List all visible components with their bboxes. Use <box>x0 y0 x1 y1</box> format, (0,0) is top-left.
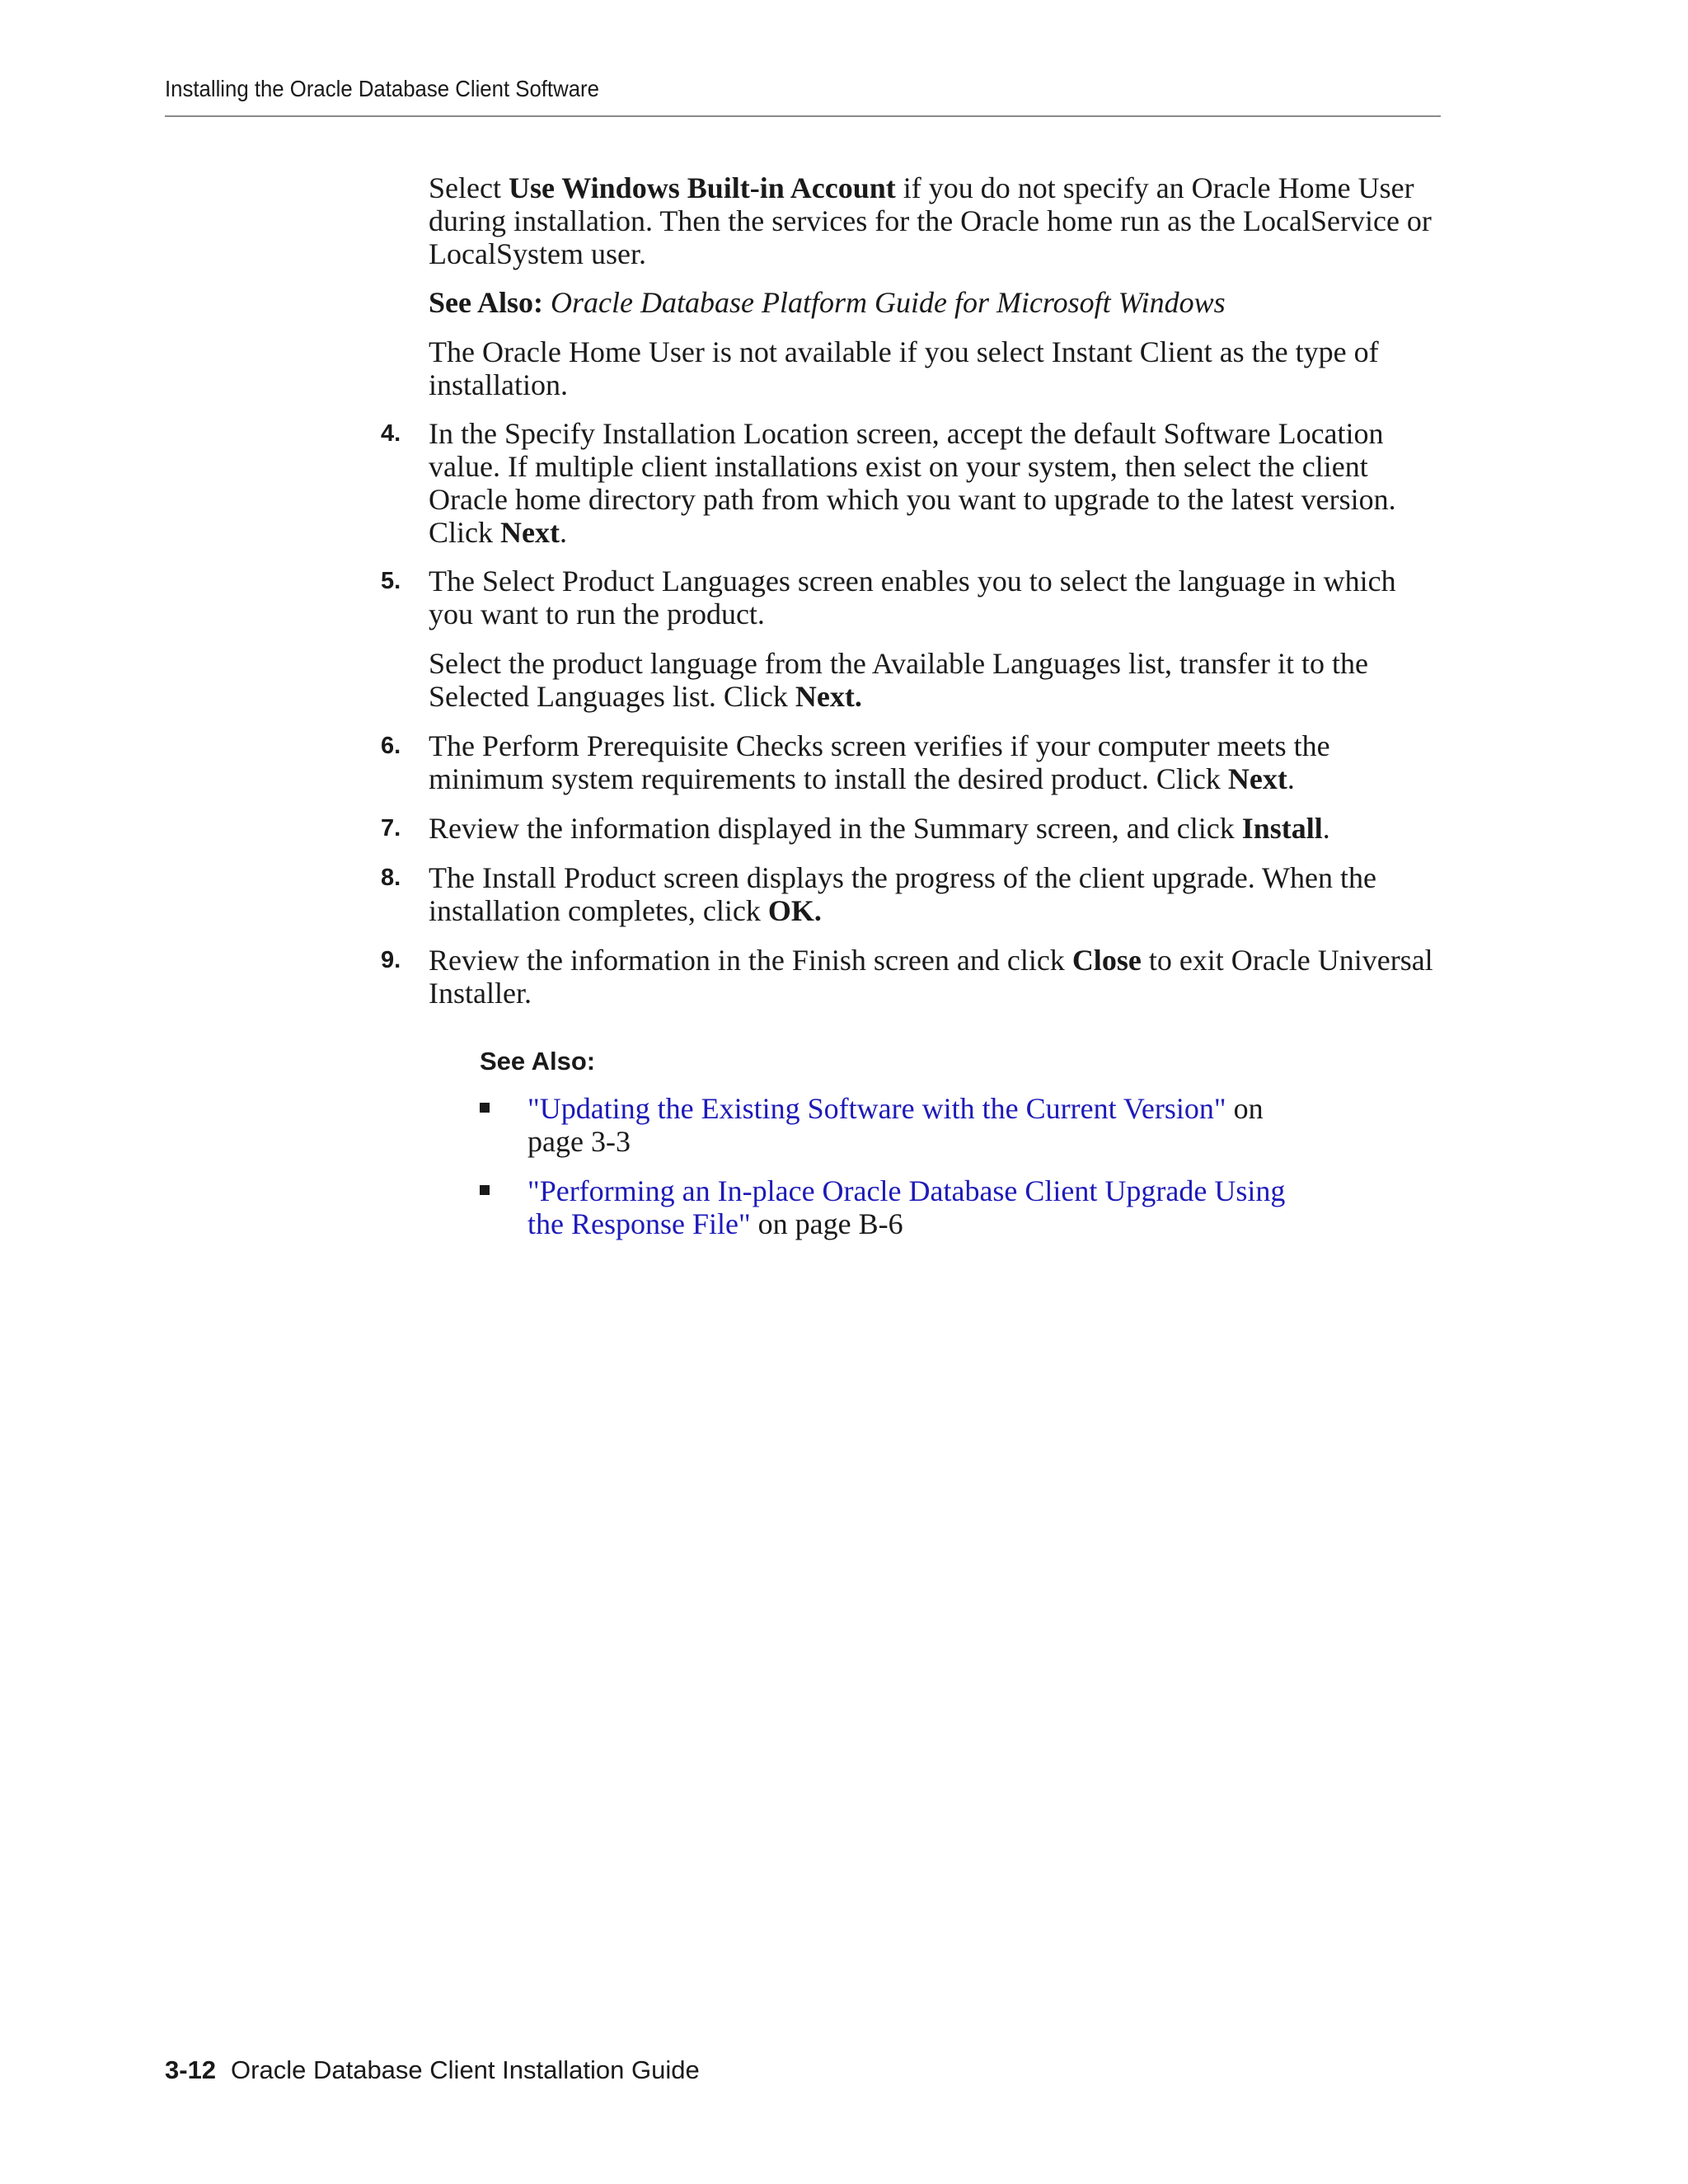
page-footer <box>165 2055 700 2085</box>
step-9-post: to exit Oracle Universal Installer. <box>429 944 1433 1010</box>
intro-see-also-label: See Also: <box>429 286 543 319</box>
step-text <box>429 729 1438 795</box>
step-8-pre: The Install Product screen displays the progress of the client upgrade. When the installation completes, click <box>429 861 1376 927</box>
intro-see-also <box>429 286 1438 319</box>
step-text: The Select Product Languages screen enables you to select the language in which you want to run the product. <box>429 565 1396 630</box>
step-4-post: . <box>559 516 567 549</box>
running-header: Installing the Oracle Database Client Software <box>165 76 599 101</box>
step-9-pre: Review the information in the Finish screen and click <box>429 944 1072 977</box>
see-also-item-1-suffix: on page 3-3 <box>528 1092 1264 1158</box>
see-also-item-2-suffix: on page B-6 <box>750 1207 903 1240</box>
step-9-bold: Close <box>1071 944 1142 977</box>
step-number: 7. <box>381 815 401 841</box>
step-5-sub-paragraph <box>429 647 1438 713</box>
see-also-heading: See Also: <box>480 1047 596 1076</box>
step-7-pre: Review the information displayed in the Summary screen, and click <box>429 812 1242 845</box>
step-number: 4. <box>381 420 401 447</box>
header-rule <box>165 115 1441 117</box>
step-text <box>429 944 1438 1010</box>
step-7-bold: Install <box>1241 812 1323 845</box>
intro-p1-post: if you do not specify an Oracle Home User during installation. Then the services for the Oracle home run as the LocalService or LocalSystem user. <box>429 171 1432 270</box>
step-6-bold: Next <box>1227 762 1287 795</box>
bullet-square-icon <box>480 1103 490 1113</box>
step-number: 9. <box>381 947 401 973</box>
step-6-post: . <box>1287 762 1295 795</box>
see-also-item-1 <box>528 1092 1319 1158</box>
step-number: 8. <box>381 865 401 891</box>
intro-p1-bold: Use Windows Built-in Account <box>508 171 896 204</box>
step-text <box>429 812 1438 845</box>
step-text <box>429 861 1438 927</box>
step-5-sub-pre: Select the product language from the Available Languages list, transfer it to the Selected Languages list. Click <box>429 647 1368 713</box>
step-5-sub-bold: Next. <box>795 680 862 713</box>
intro-p1-pre: Select <box>429 171 509 204</box>
intro-paragraph-1 <box>429 171 1438 270</box>
step-4-pre: In the Specify Installation Location screen, accept the default Software Location value. If multiple client installations exist on your system, then select the client Oracle home directory path from which you want to upgrade to the latest version. Click <box>429 417 1396 549</box>
footer-book-title: Oracle Database Client Installation Guide <box>231 2055 700 2084</box>
see-also-item-2 <box>528 1174 1319 1240</box>
step-number: 5. <box>381 568 401 594</box>
intro-paragraph-2: The Oracle Home User is not available if you select Instant Client as the type of installation. <box>429 335 1379 401</box>
step-text <box>429 417 1438 549</box>
step-7-post: . <box>1322 812 1330 845</box>
step-8-bold: OK. <box>767 894 822 927</box>
bullet-square-icon <box>480 1185 490 1195</box>
step-4-bold: Next <box>500 516 560 549</box>
step-number: 6. <box>381 733 401 759</box>
step-6-pre: The Perform Prerequisite Checks screen verifies if your computer meets the minimum system requirements to install the desired product. Click <box>429 729 1330 795</box>
link-in-place-upgrade-response-file[interactable]: "Performing an In-place Oracle Database Client Upgrade Using the Response File" <box>528 1174 1286 1240</box>
intro-see-also-ref: Oracle Database Platform Guide for Microsoft Windows <box>551 286 1226 319</box>
link-updating-existing-software[interactable]: "Updating the Existing Software with the Current Version" <box>528 1092 1226 1125</box>
footer-page-number: 3-12 <box>165 2055 217 2084</box>
